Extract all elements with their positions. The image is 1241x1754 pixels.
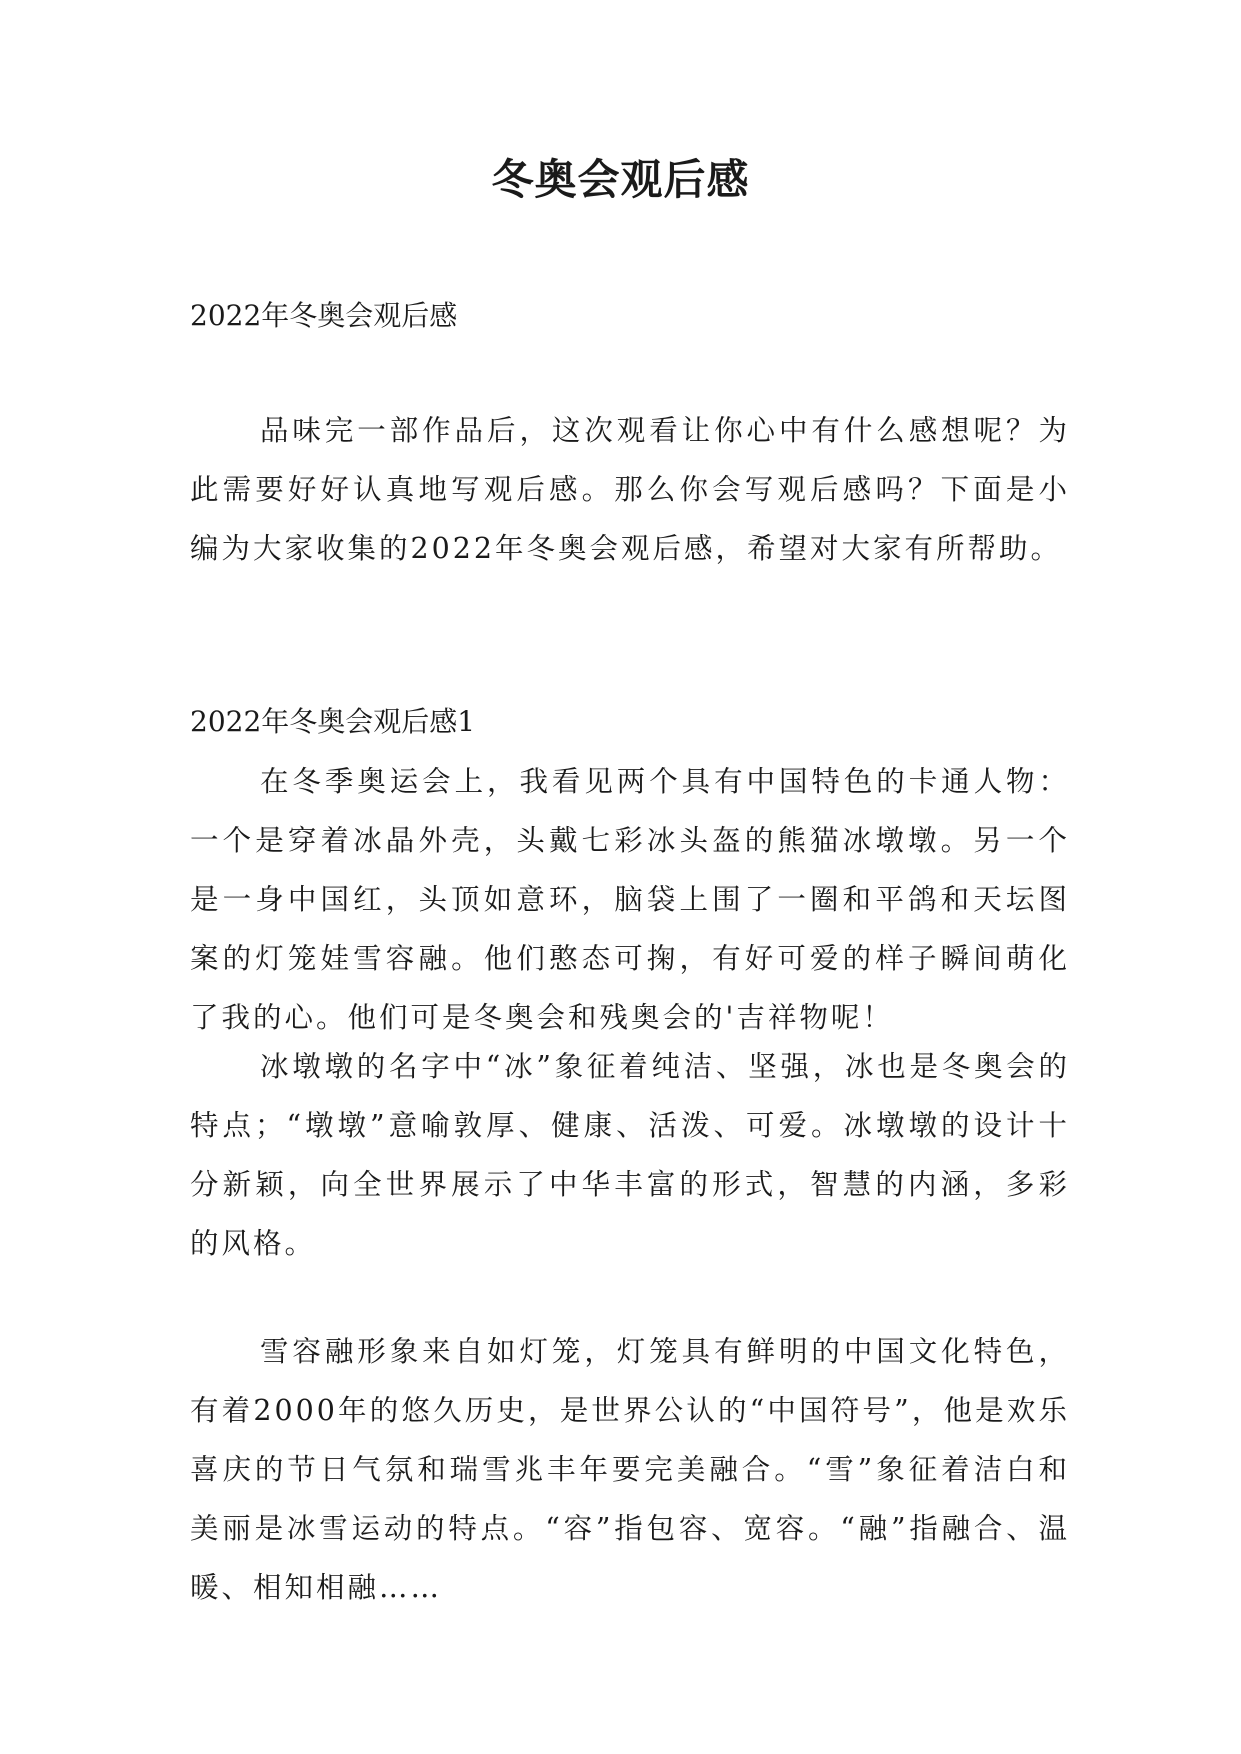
body-paragraph: 雪容融形象来自如灯笼，灯笼具有鲜明的中国文化特色，有着2000年的悠久历史，是世界公认的“中国符号”，他是欢乐喜庆的节日气氛和瑞雪兆丰年要完美融合。“雪”象征着洁白和美丽是冰雪运动的特点。“容”指包容、宽容。“融”指融合、温暖、相知相融…… [190, 1335, 1070, 1604]
body-paragraph: 在冬季奥运会上，我看见两个具有中国特色的卡通人物：一个是穿着冰晶外壳，头戴七彩冰头盔的熊猫冰墩墩。另一个是一身中国红，头顶如意环，脑袋上围了一圈和平鸽和天坛图案的灯笼娃雪容融。他们憨态可掬，有好可爱的样子瞬间萌化了我的心。他们可是冬奥会和残奥会的'吉祥物呢！ [190, 765, 1070, 1034]
body-paragraph: 冰墩墩的名字中“冰”象征着纯洁、坚强，冰也是冬奥会的特点；“墩墩”意喻敦厚、健康、活泼、可爱。冰墩墩的设计十分新颖，向全世界展示了中华丰富的形式，智慧的内涵，多彩的风格。 [190, 1050, 1070, 1260]
section-heading: 2022年冬奥会观后感1 [190, 705, 476, 738]
document-title: 冬奥会观后感 [491, 155, 750, 204]
intro-paragraph: 品味完一部作品后，这次观看让你心中有什么感想呢？为此需要好好认真地写观后感。那么你会写观后感吗？下面是小编为大家收集的2022年冬奥会观后感，希望对大家有所帮助。 [190, 414, 1070, 565]
document-subtitle: 2022年冬奥会观后感 [190, 299, 458, 332]
